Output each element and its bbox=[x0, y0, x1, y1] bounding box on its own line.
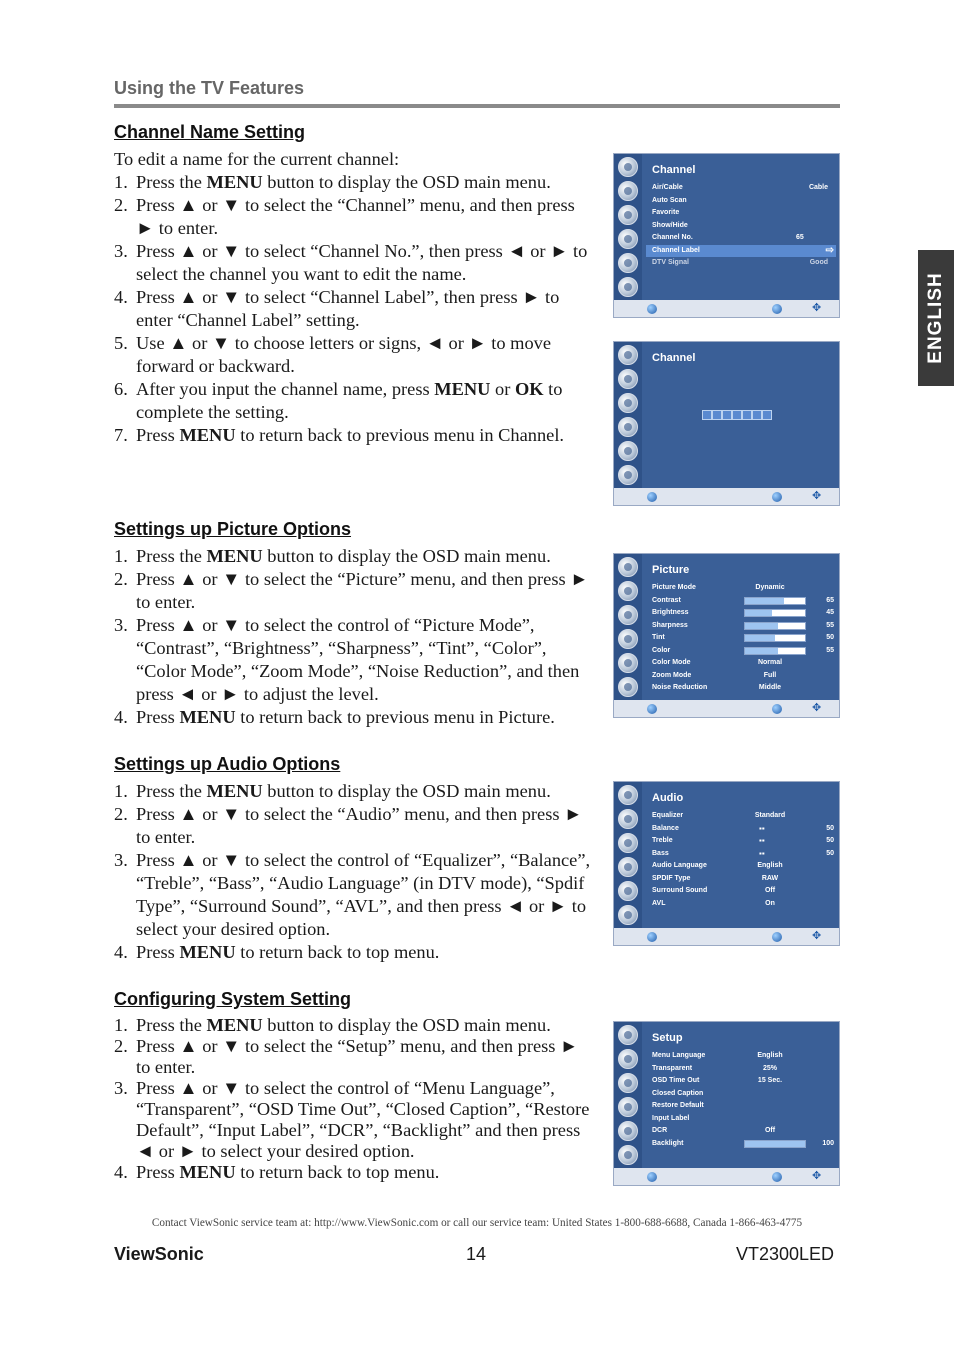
osd-item-label: Transparent bbox=[652, 1064, 693, 1072]
osd-item-label: DCR bbox=[652, 1127, 668, 1134]
osd-item-label: Contrast bbox=[652, 596, 681, 604]
setup-icon[interactable] bbox=[618, 465, 638, 485]
osd-item-value: 45 bbox=[826, 609, 834, 616]
osd-item-label: Closed Caption bbox=[652, 1089, 704, 1097]
osd-item-value: Full bbox=[763, 671, 777, 679]
step-item bbox=[114, 194, 592, 240]
osd-menu-item[interactable] bbox=[646, 595, 836, 607]
step-item bbox=[114, 1078, 592, 1162]
picture-icon[interactable] bbox=[618, 1025, 638, 1045]
enter-arrow-icon: ⇨ bbox=[825, 244, 834, 256]
step-number: 2. bbox=[114, 804, 128, 824]
step-number: 1. bbox=[114, 781, 128, 801]
osd-footer bbox=[614, 300, 840, 318]
step-number: 4. bbox=[114, 1162, 128, 1182]
step-number: 3. bbox=[114, 615, 128, 635]
osd-channel-menu bbox=[613, 153, 840, 318]
level-bar[interactable] bbox=[744, 597, 806, 605]
step-text: button to display the OSD main menu. bbox=[262, 781, 551, 801]
osd-menu-item[interactable] bbox=[646, 1063, 836, 1075]
select-icon bbox=[647, 304, 657, 314]
osd-item-label: Noise Reduction bbox=[652, 684, 708, 691]
osd-item-value: 50 bbox=[826, 634, 834, 641]
osd-item-label: Menu Language bbox=[652, 1052, 706, 1059]
level-bar[interactable] bbox=[744, 1140, 806, 1148]
osd-title: Channel bbox=[652, 164, 696, 176]
osd-item-value: Cable bbox=[808, 184, 828, 191]
system-setting-text bbox=[114, 1015, 592, 1183]
step-number: 4. bbox=[114, 287, 128, 307]
osd-menu-item[interactable] bbox=[646, 607, 836, 619]
osd-menu-item[interactable] bbox=[646, 207, 836, 219]
move-icon: ✥ bbox=[812, 1170, 822, 1182]
osd-item-label: OSD Time Out bbox=[652, 1077, 700, 1084]
color-icon[interactable] bbox=[618, 1073, 638, 1093]
osd-menu-item[interactable] bbox=[646, 1125, 836, 1137]
osd-footer bbox=[614, 1168, 840, 1186]
osd-item-label: Sharpness bbox=[652, 621, 688, 629]
enter-icon bbox=[772, 704, 782, 714]
move-icon: ✥ bbox=[812, 930, 822, 942]
level-bar-fill bbox=[745, 610, 772, 616]
channel-icon[interactable] bbox=[618, 417, 638, 437]
osd-menu-item[interactable] bbox=[646, 885, 836, 897]
osd-item-label: Surround Sound bbox=[652, 887, 708, 894]
lock-icon[interactable] bbox=[618, 1121, 638, 1141]
osd-menu-item[interactable] bbox=[646, 1100, 836, 1112]
level-marker: ▪▪ bbox=[759, 848, 765, 858]
osd-menu-item[interactable] bbox=[646, 682, 836, 694]
osd-title: Picture bbox=[652, 564, 690, 576]
osd-item-label: DTV Signal bbox=[652, 259, 689, 266]
osd-item-label: Treble bbox=[652, 837, 673, 844]
key-name: MENU bbox=[434, 379, 491, 399]
color-icon[interactable] bbox=[618, 833, 638, 853]
step-number: 1. bbox=[114, 1015, 128, 1035]
picture-icon[interactable] bbox=[618, 157, 638, 177]
osd-sidebar bbox=[614, 782, 642, 928]
osd-item-label: Color Mode bbox=[652, 659, 691, 666]
osd-menu-item[interactable] bbox=[646, 1138, 836, 1150]
step-number: 1. bbox=[114, 172, 128, 192]
name-char-box bbox=[702, 410, 712, 420]
osd-item-value: Off bbox=[764, 887, 776, 894]
osd-item-label: Tint bbox=[652, 634, 665, 641]
picture-icon[interactable] bbox=[618, 785, 638, 805]
osd-footer bbox=[614, 488, 840, 506]
osd-menu-item[interactable] bbox=[646, 220, 836, 232]
step-text: Press bbox=[136, 425, 180, 445]
osd-setup-menu bbox=[613, 1021, 840, 1186]
osd-item-label: Auto Scan bbox=[652, 196, 687, 204]
service-contact: Contact ViewSonic service team at: http://www.ViewSonic.com or call our service team: United States 1-800-688-6688, Canada 1-866-463-4775 bbox=[151, 1217, 803, 1229]
name-char-box bbox=[732, 410, 742, 420]
osd-item-label: Audio Language bbox=[652, 862, 707, 869]
level-bar-fill bbox=[745, 598, 784, 604]
osd-item-value: 65 bbox=[796, 234, 804, 241]
enter-icon bbox=[772, 932, 782, 942]
osd-item-value: Dynamic bbox=[755, 584, 785, 591]
level-bar[interactable] bbox=[744, 609, 806, 617]
step-number: 3. bbox=[114, 850, 128, 870]
enter-icon bbox=[772, 304, 782, 314]
osd-menu-item[interactable] bbox=[646, 835, 836, 847]
step-text: to return back to previous menu in Channel. bbox=[235, 425, 565, 445]
osd-item-label: Channel Label bbox=[652, 246, 700, 254]
osd-item-label: Equalizer bbox=[652, 812, 684, 819]
osd-item-label: Input Label bbox=[652, 1114, 690, 1122]
osd-title: Audio bbox=[652, 792, 684, 804]
select-icon bbox=[647, 704, 657, 714]
osd-menu-item[interactable] bbox=[646, 823, 836, 835]
channel-icon[interactable] bbox=[618, 229, 638, 249]
osd-menu-item[interactable] bbox=[646, 1088, 836, 1100]
step-item bbox=[114, 706, 592, 729]
osd-menu-item[interactable] bbox=[646, 195, 836, 207]
audio-icon[interactable] bbox=[618, 181, 638, 201]
color-icon[interactable] bbox=[618, 205, 638, 225]
osd-audio-menu bbox=[613, 781, 840, 946]
osd-menu-item[interactable] bbox=[646, 645, 836, 657]
osd-menu-item[interactable] bbox=[646, 245, 836, 257]
key-name: MENU bbox=[206, 1015, 263, 1035]
step-text: to return back to previous menu in Picture. bbox=[235, 707, 555, 727]
key-name: MENU bbox=[179, 707, 236, 727]
osd-item-label: SPDIF Type bbox=[652, 874, 691, 882]
step-number: 4. bbox=[114, 942, 128, 962]
step-item bbox=[114, 240, 592, 286]
step-text: Press the bbox=[136, 172, 207, 192]
osd-item-label: Picture Mode bbox=[652, 584, 696, 591]
audio-icon[interactable] bbox=[618, 1049, 638, 1069]
osd-item-label: Balance bbox=[652, 824, 679, 832]
step-text: Press ▲ or ▼ to select the “Audio” menu, and then press ► to enter. bbox=[136, 804, 583, 847]
osd-sidebar bbox=[614, 342, 642, 488]
step-number: 3. bbox=[114, 1078, 128, 1098]
step-number: 2. bbox=[114, 1036, 128, 1056]
select-icon bbox=[647, 932, 657, 942]
enter-icon bbox=[772, 1172, 782, 1182]
osd-picture-menu bbox=[613, 553, 840, 718]
step-number: 1. bbox=[114, 546, 128, 566]
osd-item-label: Zoom Mode bbox=[652, 671, 692, 679]
step-text: Press the bbox=[136, 781, 207, 801]
osd-item-label: AVL bbox=[652, 899, 666, 907]
osd-menu-item[interactable] bbox=[646, 898, 836, 910]
page-number: 14 bbox=[466, 1244, 487, 1264]
model-name: VT2300LED bbox=[735, 1244, 834, 1264]
step-number: 7. bbox=[114, 425, 128, 445]
channel-icon[interactable] bbox=[618, 1097, 638, 1117]
move-icon: ✥ bbox=[812, 702, 822, 714]
step-text: Use ▲ or ▼ to choose letters or signs, ◄ or ► to move forward or backward. bbox=[136, 333, 552, 376]
picture-options-text bbox=[114, 545, 592, 729]
system-setting-title: Configuring System Setting bbox=[114, 989, 352, 1009]
step-item bbox=[114, 286, 592, 332]
osd-footer bbox=[614, 928, 840, 946]
step-text: to complete the setting. bbox=[136, 379, 563, 422]
osd-item-label: Air/Cable bbox=[652, 184, 683, 191]
channel-name-intro: To edit a name for the current channel: bbox=[114, 149, 400, 169]
osd-item-label: Restore Default bbox=[652, 1102, 704, 1109]
level-bar[interactable] bbox=[744, 622, 806, 630]
key-name: MENU bbox=[179, 1162, 236, 1182]
osd-menu-item[interactable] bbox=[646, 232, 836, 244]
osd-item-label: Backlight bbox=[652, 1139, 684, 1147]
step-item bbox=[114, 171, 592, 194]
setup-icon[interactable] bbox=[618, 1145, 638, 1165]
key-name: MENU bbox=[179, 942, 236, 962]
key-name: MENU bbox=[206, 781, 263, 801]
osd-channel-label-menu bbox=[613, 341, 840, 506]
osd-menu-item[interactable] bbox=[646, 620, 836, 632]
osd-menu-item[interactable] bbox=[646, 182, 836, 194]
step-item bbox=[114, 849, 592, 941]
osd-item-value: 50 bbox=[826, 824, 834, 832]
key-name: MENU bbox=[206, 546, 263, 566]
step-text: or bbox=[490, 379, 515, 399]
channel-icon[interactable] bbox=[618, 629, 638, 649]
osd-menu-item[interactable] bbox=[646, 582, 836, 594]
step-number: 4. bbox=[114, 707, 128, 727]
audio-options-text bbox=[114, 780, 592, 964]
step-item bbox=[114, 941, 592, 964]
osd-item-label: Color bbox=[652, 646, 671, 654]
osd-menu-item[interactable] bbox=[646, 257, 836, 269]
setup-icon[interactable] bbox=[618, 277, 638, 297]
osd-menu-item[interactable] bbox=[646, 810, 836, 822]
step-item bbox=[114, 780, 592, 803]
osd-item-value: 65 bbox=[826, 596, 834, 604]
level-bar[interactable] bbox=[744, 634, 806, 642]
audio-icon[interactable] bbox=[618, 369, 638, 389]
osd-item-value: 50 bbox=[826, 837, 834, 844]
osd-item-value: 55 bbox=[826, 646, 834, 654]
step-text: button to display the OSD main menu. bbox=[262, 1015, 551, 1035]
step-number: 3. bbox=[114, 241, 128, 261]
channel-name-entry[interactable] bbox=[702, 410, 772, 420]
select-icon bbox=[647, 492, 657, 502]
language-label: ENGLISH bbox=[925, 272, 946, 364]
osd-footer bbox=[614, 700, 840, 718]
step-text: button to display the OSD main menu. bbox=[262, 546, 551, 566]
header-divider bbox=[114, 104, 840, 108]
step-text: to return back to top menu. bbox=[235, 1162, 440, 1182]
lock-icon[interactable] bbox=[618, 253, 638, 273]
setup-icon[interactable] bbox=[618, 905, 638, 925]
step-number: 2. bbox=[114, 569, 128, 589]
picture-options-title: Settings up Picture Options bbox=[114, 519, 352, 539]
setup-icon[interactable] bbox=[618, 677, 638, 697]
channel-name-steps bbox=[114, 171, 592, 447]
step-item bbox=[114, 1036, 592, 1078]
step-text: Press ▲ or ▼ to select the control of “Picture Mode”, “Contrast”, “Brightness”, “Sharpness”, “Tint”, “Color”, “Color Mode”, “Zoom Mode”, “Noise Reduction”, and then press ◄ or ► to adjust the level. bbox=[136, 615, 580, 704]
language-tab bbox=[918, 250, 954, 386]
step-text: Press ▲ or ▼ to select the control of “Equalizer”, “Balance”, “Treble”, “Bass”, “Audio Language” (in DTV mode), “Spdif Type”, “Surround Sound”, “AVL”, and then press ◄ or ► to select your desired option. bbox=[136, 850, 591, 939]
step-text: Press ▲ or ▼ to select “Channel No.”, then press ◄ or ► to select the channel you want to edit the name. bbox=[136, 241, 588, 284]
level-bar-fill bbox=[745, 648, 778, 654]
audio-options-title: Settings up Audio Options bbox=[114, 754, 341, 774]
name-char-box bbox=[722, 410, 732, 420]
step-text: Press the bbox=[136, 546, 207, 566]
step-text: Press the bbox=[136, 1015, 207, 1035]
step-item bbox=[114, 545, 592, 568]
name-char-box bbox=[752, 410, 762, 420]
step-item bbox=[114, 1015, 592, 1036]
step-text: Press ▲ or ▼ to select “Channel Label”, then press ► to enter “Channel Label” setting. bbox=[136, 287, 560, 330]
osd-item-value: Standard bbox=[754, 812, 786, 819]
osd-item-label: Channel No. bbox=[652, 234, 693, 241]
osd-menu-item[interactable] bbox=[646, 657, 836, 669]
lock-icon[interactable] bbox=[618, 441, 638, 461]
osd-item-value: English bbox=[757, 862, 783, 869]
step-item bbox=[114, 568, 592, 614]
color-icon[interactable] bbox=[618, 393, 638, 413]
osd-item-label: Bass bbox=[652, 849, 669, 857]
picture-icon[interactable] bbox=[618, 345, 638, 365]
level-bar-fill bbox=[745, 635, 775, 641]
osd-item-value: Good bbox=[809, 259, 828, 266]
enter-icon bbox=[772, 492, 782, 502]
step-item bbox=[114, 332, 592, 378]
osd-menu-item[interactable] bbox=[646, 1050, 836, 1062]
osd-item-value: Middle bbox=[758, 684, 782, 691]
step-text: Press bbox=[136, 707, 180, 727]
key-name: MENU bbox=[179, 425, 236, 445]
osd-sidebar bbox=[614, 1022, 642, 1168]
step-text: After you input the channel name, press bbox=[136, 379, 435, 399]
osd-item-value: 25% bbox=[762, 1064, 777, 1072]
osd-item-value: English bbox=[757, 1052, 783, 1059]
osd-title: Setup bbox=[652, 1032, 683, 1044]
osd-item-value: Normal bbox=[757, 659, 783, 666]
osd-item-label: Brightness bbox=[652, 609, 689, 616]
picture-icon[interactable] bbox=[618, 557, 638, 577]
channel-icon[interactable] bbox=[618, 857, 638, 877]
step-item bbox=[114, 1162, 592, 1183]
level-bar-fill bbox=[745, 623, 778, 629]
osd-item-value: 15 Sec. bbox=[757, 1077, 783, 1084]
osd-item-value: RAW bbox=[761, 874, 779, 882]
key-name: MENU bbox=[206, 172, 263, 192]
step-text: Press bbox=[136, 942, 180, 962]
name-char-box bbox=[712, 410, 722, 420]
channel-name-title: Channel Name Setting bbox=[114, 122, 306, 142]
osd-menu-item[interactable] bbox=[646, 873, 836, 885]
level-marker: ▪▪ bbox=[759, 836, 765, 845]
step-item bbox=[114, 614, 592, 706]
osd-item-label: Favorite bbox=[652, 209, 680, 216]
step-text: Press ▲ or ▼ to select the “Setup” menu, and then press ► to enter. bbox=[136, 1036, 579, 1077]
osd-item-value: 50 bbox=[826, 849, 834, 857]
lock-icon[interactable] bbox=[618, 881, 638, 901]
osd-item-value: 55 bbox=[826, 621, 834, 629]
step-text: Press ▲ or ▼ to select the “Channel” menu, and then press ► to enter. bbox=[136, 195, 575, 238]
key-name: OK bbox=[514, 379, 544, 399]
select-icon bbox=[647, 1172, 657, 1182]
section-header: Using the TV Features bbox=[114, 78, 305, 98]
step-text: button to display the OSD main menu. bbox=[262, 172, 551, 192]
step-item bbox=[114, 424, 592, 447]
step-number: 2. bbox=[114, 195, 128, 215]
level-marker: ▪▪ bbox=[759, 823, 765, 833]
level-bar[interactable] bbox=[744, 647, 806, 655]
audio-steps bbox=[114, 780, 592, 964]
channel-name-text bbox=[114, 148, 592, 447]
osd-title: Channel bbox=[652, 352, 696, 364]
level-bar-fill bbox=[745, 1141, 805, 1147]
step-number: 6. bbox=[114, 379, 128, 399]
system-steps bbox=[114, 1015, 592, 1183]
move-icon: ✥ bbox=[812, 490, 822, 502]
osd-item-label: Show/Hide bbox=[652, 221, 688, 229]
osd-menu-item[interactable] bbox=[646, 1113, 836, 1125]
osd-sidebar bbox=[614, 554, 642, 700]
name-char-box bbox=[762, 410, 772, 420]
osd-menu-item[interactable] bbox=[646, 670, 836, 682]
osd-menu-item[interactable] bbox=[646, 848, 836, 860]
audio-icon[interactable] bbox=[618, 581, 638, 601]
move-icon: ✥ bbox=[812, 302, 822, 314]
audio-icon[interactable] bbox=[618, 809, 638, 829]
osd-menu-item[interactable] bbox=[646, 860, 836, 872]
osd-item-value: 100 bbox=[822, 1139, 834, 1147]
step-item bbox=[114, 378, 592, 424]
step-number: 5. bbox=[114, 333, 128, 353]
osd-menu-item[interactable] bbox=[646, 1075, 836, 1087]
color-icon[interactable] bbox=[618, 605, 638, 625]
picture-steps bbox=[114, 545, 592, 729]
osd-item-value: Off bbox=[764, 1127, 776, 1134]
osd-menu-item[interactable] bbox=[646, 632, 836, 644]
lock-icon[interactable] bbox=[618, 653, 638, 673]
brand-name: ViewSonic bbox=[114, 1244, 204, 1264]
step-text: Press ▲ or ▼ to select the “Picture” menu, and then press ► to enter. bbox=[136, 569, 589, 612]
name-char-box bbox=[742, 410, 752, 420]
osd-item-value: On bbox=[765, 899, 775, 907]
osd-sidebar bbox=[614, 154, 642, 300]
step-text: Press ▲ or ▼ to select the control of “Menu Language”, “Transparent”, “OSD Time Out”, “Closed Caption”, “Restore Default”, “Input Label”, “DCR”, “Backlight” and then press ◄ or ► to select your desired option. bbox=[136, 1078, 590, 1161]
step-text: to return back to top menu. bbox=[235, 942, 440, 962]
step-item bbox=[114, 803, 592, 849]
step-text: Press bbox=[136, 1162, 180, 1182]
